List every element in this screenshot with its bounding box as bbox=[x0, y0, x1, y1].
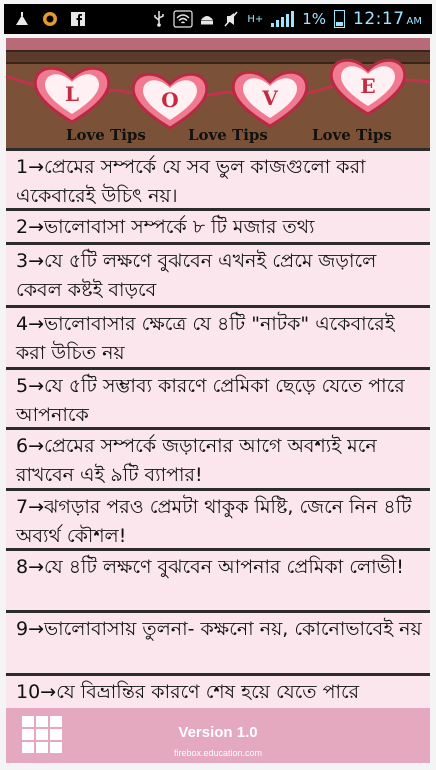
circle-app-icon bbox=[42, 11, 58, 27]
list-item-title: 9→ভালোবাসায় তুলনা- কক্ষনো নয়, কোনোভাবেই নয় bbox=[16, 618, 422, 640]
battery-percent: 1% bbox=[302, 10, 327, 28]
website-label: firebox.education.com bbox=[173, 748, 263, 758]
list-item-title: 4→ভালোবাসার ক্ষেত্রে যে ৪টি "নাটক" একেবারেই করা উচিত নয় bbox=[16, 313, 395, 364]
heart-l bbox=[32, 64, 112, 124]
banner-tip-label: Love Tips bbox=[66, 126, 146, 144]
list-item[interactable] bbox=[6, 367, 430, 427]
list-item[interactable] bbox=[6, 305, 430, 367]
list-item-title: 2→ভালোবাসা সম্পর্কে ৮ টি মজার তথ্য bbox=[16, 216, 315, 238]
heart-e bbox=[328, 56, 408, 116]
banner-tip-label: Love Tips bbox=[188, 126, 268, 144]
header-banner-image bbox=[6, 38, 430, 148]
version-label: Version 1.0 bbox=[178, 724, 258, 741]
heart-letter: L bbox=[64, 82, 80, 106]
list-item[interactable] bbox=[6, 548, 430, 610]
usb-icon bbox=[151, 11, 167, 27]
bottom-bar bbox=[6, 708, 430, 763]
heart-letter: O bbox=[161, 88, 179, 112]
list-item[interactable] bbox=[6, 208, 430, 242]
heart-v bbox=[230, 68, 310, 128]
android-icon bbox=[199, 11, 215, 27]
banner-tip-label: Love Tips bbox=[312, 126, 392, 144]
battery-icon bbox=[334, 10, 345, 28]
network-type-label: H+ bbox=[247, 13, 264, 25]
heart-letter: E bbox=[360, 74, 376, 98]
clock-ampm: AM bbox=[406, 16, 422, 27]
list-item-title: 10→যে বিভ্রান্তির কারণে শেষ হয়ে যেতে পারে bbox=[16, 681, 360, 703]
list-item-title: 3→যে ৫টি লক্ষণে বুঝবেন এখনই প্রেমে জড়ালে কেবল কষ্টই বাড়বে bbox=[16, 250, 377, 301]
list-item[interactable] bbox=[6, 610, 430, 673]
wifi-icon bbox=[175, 11, 191, 27]
signal-icon bbox=[271, 11, 294, 27]
list-item[interactable] bbox=[6, 488, 430, 548]
status-bar bbox=[4, 4, 432, 34]
list-item-title: 5→যে ৫টি সম্ভাব্য কারণে প্রেমিকা ছেড়ে যেতে পারে আপনাকে bbox=[16, 375, 405, 426]
heart-letter: V bbox=[262, 86, 278, 110]
clock bbox=[353, 9, 422, 29]
list-item-title: 8→যে ৪টি লক্ষণে বুঝবেন আপনার প্রেমিকা লোভী! bbox=[16, 556, 404, 578]
alert-icon bbox=[14, 11, 30, 27]
list-item-title: 6→প্রেমের সম্পর্কে জড়ানোর আগে অবশ্যই মনে রাখবেন এই ৯টি ব্যাপার! bbox=[16, 435, 377, 486]
list-item-title: 7→ঝগড়ার পরও প্রেমটা থাকুক মিষ্টি, জেনে নিন ৪টি অব্যর্থ কৌশল! bbox=[16, 496, 412, 547]
list-item-title: 1→প্রেমের সম্পর্কে যে সব ভুল কাজগুলো করা একেবারেই উচিৎ নয়। bbox=[16, 156, 366, 207]
clock-time: 12:17 bbox=[353, 9, 405, 29]
mute-icon bbox=[223, 11, 239, 27]
list-item[interactable] bbox=[6, 427, 430, 488]
heart-o bbox=[130, 70, 210, 130]
tips-list[interactable] bbox=[6, 148, 430, 708]
list-item[interactable] bbox=[6, 242, 430, 305]
list-item[interactable] bbox=[6, 148, 430, 208]
facebook-icon bbox=[70, 11, 86, 27]
